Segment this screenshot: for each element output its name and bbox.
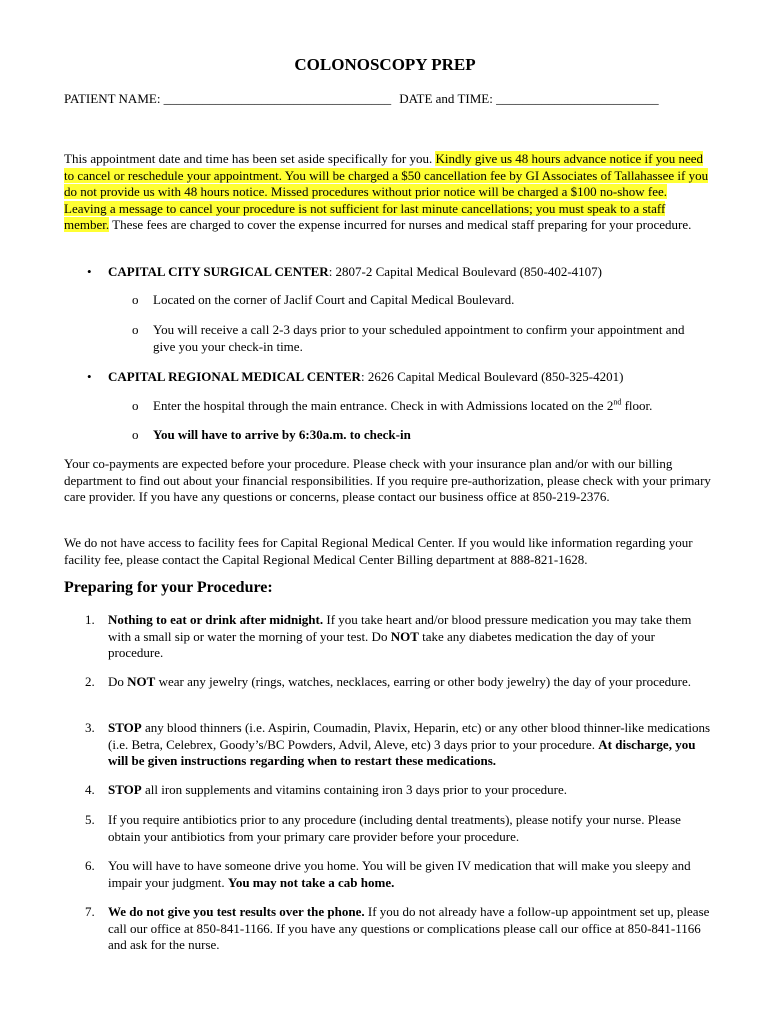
circle-bullet-icon: o	[132, 322, 139, 337]
bullet-icon: •	[87, 264, 92, 279]
subitem-text: Enter the hospital through the main entrance. Check in with Admissions located on the 2	[153, 398, 614, 413]
step-number: 4.	[85, 782, 95, 797]
step-text: You will have to have someone drive you home. You will be given IV medication that will make you sleepy and impair your judgment.	[108, 858, 691, 890]
patient-info-line	[64, 91, 659, 108]
step-text: all iron supplements and vitamins containing iron 3 days prior to your procedure.	[141, 782, 568, 797]
subitem-text: You will receive a call 2-3 days prior to your scheduled appointment to confirm your appointment and give you your check-in time.	[153, 322, 685, 354]
cancellation-policy-highlight: Kindly give us 48 hours advance notice if you need to cancel or reschedule your appointment. You will be charged a $50 cancellation fee by GI Associates of Tallahassee if you do not provide us with 48 hours notice. Missed procedures without prior notice will be charged a $100 no-show fee. Leaving a message to cancel your procedure is not sufficient for last minute cancellations; you must speak to a staff member.	[64, 151, 709, 233]
intro-text-end: These fees are charged to cover the expense incurred for nurses and medical staff preparing for your procedure.	[109, 217, 692, 233]
step-text: If you take heart and/or blood pressure medication you may take them with a small sip or water the morning of your test. Do	[108, 612, 692, 644]
circle-bullet-icon: o	[132, 292, 139, 307]
step-number: 5.	[85, 812, 95, 827]
step-text-end: wear any jewelry (rings, watches, necklaces, earring or other body jewelry) the day of your procedure.	[155, 674, 691, 689]
intro-paragraph	[64, 151, 711, 234]
circle-bullet-icon: o	[132, 427, 139, 442]
step-emphasis: You may not take a cab home.	[227, 874, 395, 890]
step-number: 3.	[85, 720, 95, 735]
preparing-heading: Preparing for your Procedure:	[64, 579, 273, 596]
patient-name-field[interactable]: PATIENT NAME: ___________________________________	[64, 91, 392, 106]
step-lead: Nothing to eat or drink after midnight.	[108, 612, 324, 627]
subitem-text-end: floor.	[621, 398, 653, 413]
location-name: CAPITAL CITY SURGICAL CENTER	[108, 264, 329, 279]
subitem-text: Located on the corner of Jaclif Court and Capital Medical Boulevard.	[153, 292, 515, 307]
location-name: CAPITAL REGIONAL MEDICAL CENTER	[108, 369, 361, 384]
date-time-field[interactable]: DATE and TIME: _________________________	[399, 91, 659, 106]
step-number: 2.	[85, 674, 95, 689]
step-number: 1.	[85, 612, 95, 627]
bullet-icon: •	[87, 369, 92, 384]
step-number: 7.	[85, 904, 95, 919]
step-text: If you do not already have a follow-up appointment set up, please call our office at 850-841-1166. If you have any questions or complications please call our office at 850-841-1166 and ask for the nurse.	[108, 904, 710, 953]
location-details: : 2807-2 Capital Medical Boulevard (850-402-4107)	[328, 264, 602, 279]
circle-bullet-icon: o	[132, 398, 139, 413]
copay-paragraph: Your co-payments are expected before your procedure. Please check with your insurance plan and/or with our billing department to find out about your financial responsibilities. If you require pre-authorization, please check with your primary care provider. If you have any questions or concerns, please contact our business office at 850-219-2376.	[64, 456, 711, 505]
step-text: If you require antibiotics prior to any procedure (including dental treatments), please notify your nurse. Please obtain your antibiotics from your primary care provider before your procedure.	[108, 812, 681, 844]
facility-fee-paragraph: We do not have access to facility fees for Capital Regional Medical Center. If you would like information regarding your facility fee, please contact the Capital Regional Medical Center Billing department at 888-821-1628.	[64, 535, 693, 567]
step-lead: STOP	[108, 782, 142, 797]
step-lead: STOP	[108, 720, 142, 735]
step-emphasis: At discharge, you will be given instructions regarding when to restart these medications.	[108, 736, 696, 769]
step-lead: We do not give you test results over the phone.	[108, 904, 365, 919]
step-emphasis: NOT	[127, 674, 156, 689]
step-emphasis: NOT	[390, 628, 419, 644]
step-text-end: take any diabetes medication the day of your procedure.	[108, 628, 655, 661]
location-details: : 2626 Capital Medical Boulevard (850-325-4201)	[360, 369, 624, 384]
intro-text: This appointment date and time has been set aside specifically for you.	[64, 151, 436, 166]
page-title: COLONOSCOPY PREP	[294, 55, 476, 74]
ordinal-suffix: nd	[613, 397, 622, 407]
step-text: any blood thinners (i.e. Aspirin, Coumadin, Plavix, Heparin, etc) or any other blood thinner-like medications (i.e. Betra, Celebrex, Goody’s/BC Powders, Advil, Aleve, etc) 3 days prior to your procedure.	[108, 720, 711, 752]
step-text: Do	[108, 674, 128, 689]
arrival-instruction: You will have to arrive by 6:30a.m. to check-in	[153, 427, 411, 442]
step-number: 6.	[85, 858, 95, 873]
